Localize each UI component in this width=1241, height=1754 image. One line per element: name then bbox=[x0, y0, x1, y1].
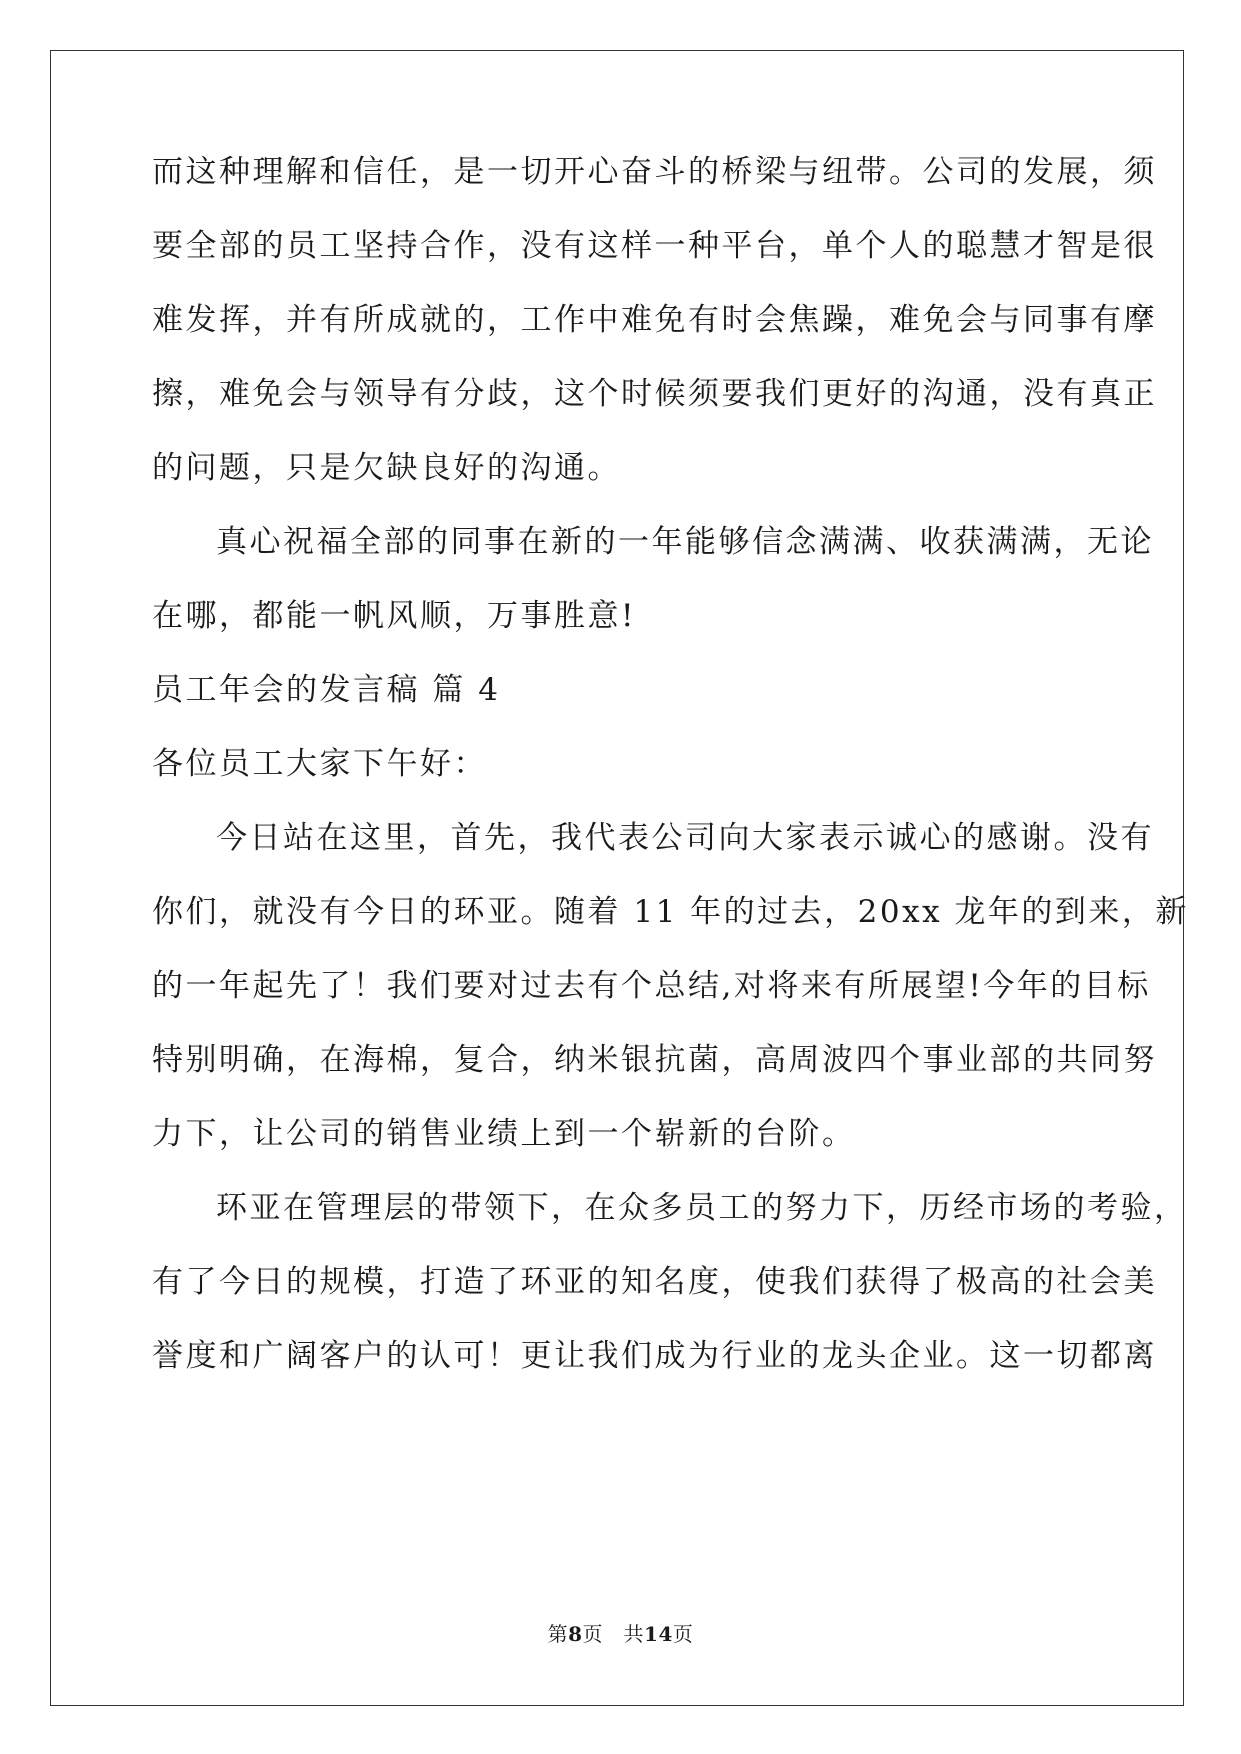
paragraph-line: 擦，难免会与领导有分歧，这个时候须要我们更好的沟通，没有真正 bbox=[152, 376, 1157, 412]
paragraph-line: 难发挥，并有所成就的，工作中难免有时会焦躁，难免会与同事有摩 bbox=[152, 302, 1157, 338]
total-page-number: 14 bbox=[644, 1622, 673, 1646]
paragraph-line: 的一年起先了！我们要对过去有个总结,对将来有所展望!今年的目标 bbox=[152, 968, 1151, 1004]
paragraph-line: 在哪，都能一帆风顺，万事胜意! bbox=[152, 598, 636, 634]
paragraph-line: 有了今日的规模，打造了环亚的知名度，使我们获得了极高的社会美 bbox=[152, 1264, 1157, 1300]
paragraph-line: 真心祝福全部的同事在新的一年能够信念满满、收获满满，无论 bbox=[216, 524, 1154, 560]
page-mid: 页 共 bbox=[582, 1622, 645, 1646]
paragraph-line: 要全部的员工坚持合作，没有这样一种平台，单个人的聪慧才智是很 bbox=[152, 228, 1157, 264]
paragraph-line: 环亚在管理层的带领下，在众多员工的努力下，历经市场的考验， bbox=[216, 1190, 1188, 1226]
page-border bbox=[50, 50, 1184, 1706]
paragraph-line: 的问题，只是欠缺良好的沟通。 bbox=[152, 450, 621, 486]
paragraph-line: 特别明确，在海棉，复合，纳米银抗菌，高周波四个事业部的共同努 bbox=[152, 1042, 1157, 1078]
paragraph-line: 今日站在这里，首先，我代表公司向大家表示诚心的感谢。没有 bbox=[216, 820, 1154, 856]
page-suffix: 页 bbox=[672, 1622, 694, 1646]
current-page-number: 8 bbox=[568, 1622, 583, 1646]
paragraph-line: 而这种理解和信任，是一切开心奋斗的桥梁与纽带。公司的发展，须 bbox=[152, 154, 1157, 190]
page-footer bbox=[0, 1622, 1241, 1646]
paragraph-line: 誉度和广阔客户的认可！更让我们成为行业的龙头企业。这一切都离 bbox=[152, 1338, 1157, 1374]
section-heading: 员工年会的发言稿 篇 4 bbox=[152, 672, 501, 708]
page-prefix: 第 bbox=[547, 1622, 569, 1646]
paragraph-line: 力下，让公司的销售业绩上到一个崭新的台阶。 bbox=[152, 1116, 856, 1152]
paragraph-line: 你们，就没有今日的环亚。随着 11 年的过去，20xx 龙年的到来，新 bbox=[152, 894, 1189, 930]
salutation: 各位员工大家下午好： bbox=[152, 746, 487, 782]
